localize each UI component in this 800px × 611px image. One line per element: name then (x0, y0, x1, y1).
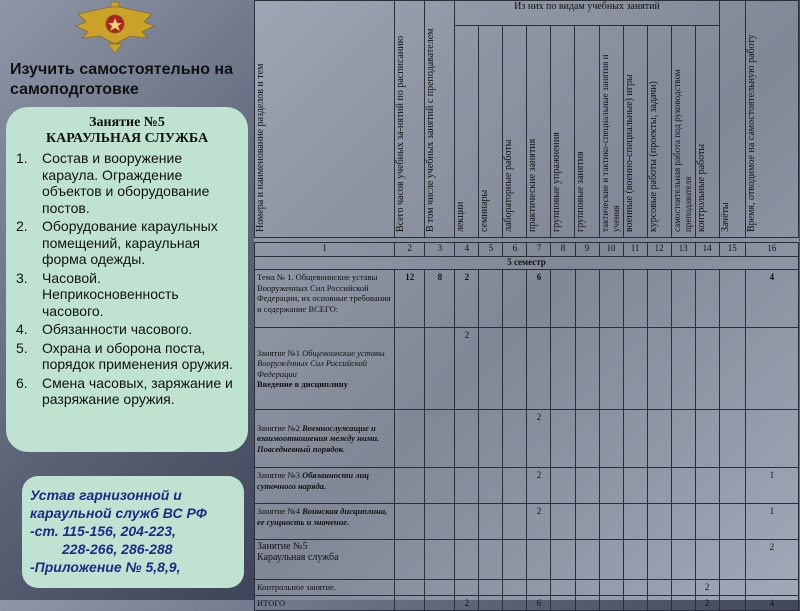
table-cell: 2 (695, 595, 719, 611)
table-cell (599, 540, 623, 580)
table-cell (503, 270, 527, 328)
table-cell (455, 410, 479, 468)
table-cell (647, 580, 671, 596)
table-cell (745, 580, 798, 596)
table-cell (551, 540, 575, 580)
table-row (255, 468, 799, 504)
table-cell (599, 410, 623, 468)
header-kind: практические занятия (527, 138, 539, 232)
row-title: Занятие №2 Военнослужащие и взаимоотношения между ними. Повседневный порядок. (255, 410, 395, 468)
table-cell (599, 328, 623, 410)
table-cell (455, 580, 479, 596)
table-cell (395, 580, 425, 596)
table-cell (395, 410, 425, 468)
table-cell (479, 540, 503, 580)
ustav-line: -Приложение № 5,8,9, (30, 559, 181, 575)
table-cell (551, 580, 575, 596)
table-row (255, 540, 799, 580)
header-kind: тактические и тактико-специальные занятия и учения (599, 54, 621, 232)
header-total: Всего часов учебных за-нятий по расписанию (395, 35, 407, 232)
table-cell (719, 540, 745, 580)
table-cell (719, 410, 745, 468)
table-cell (575, 468, 599, 504)
table-cell (647, 270, 671, 328)
table-cell: 6 (527, 270, 551, 328)
table-header (254, 0, 799, 238)
table-cell (695, 504, 719, 540)
table-cell: 4 (745, 270, 798, 328)
table-cell (671, 580, 695, 596)
table-cell (395, 540, 425, 580)
table-cell (425, 410, 455, 468)
table-row (255, 328, 799, 410)
table-cell: 2 (527, 468, 551, 504)
list-item: 2. Оборудование караульных помещений, караульная форма одежды. (16, 218, 218, 267)
table-cell (425, 595, 455, 611)
header-self: Время, отводимое на самостоятельную работу (745, 34, 757, 232)
table-cell (623, 504, 647, 540)
table-cell (623, 580, 647, 596)
column-number: 5 (479, 243, 503, 257)
column-number: 8 (551, 243, 575, 257)
table-cell: 12 (395, 270, 425, 328)
table-cell (623, 328, 647, 410)
column-number: 11 (623, 243, 647, 257)
table-cell: 2 (695, 580, 719, 596)
table-cell: 8 (425, 270, 455, 328)
table-cell: 2 (527, 410, 551, 468)
table-cell (551, 595, 575, 611)
table-cell (503, 410, 527, 468)
table-cell (575, 540, 599, 580)
table-cell (503, 595, 527, 611)
column-number: 4 (455, 243, 479, 257)
table-row (255, 580, 799, 596)
table-body (254, 242, 799, 611)
list-item: 4. Обязанности часового. (16, 321, 193, 337)
table-cell (575, 504, 599, 540)
table-cell (599, 595, 623, 611)
row-title: Занятие №5 Караульная служба (255, 540, 395, 580)
table-cell (395, 595, 425, 611)
ustav-line: 228-266, 286-288 (62, 541, 173, 557)
header-kind: военные (военно-специальные) игры (623, 73, 635, 232)
table-cell (719, 328, 745, 410)
table-cell: 2 (455, 595, 479, 611)
table-cell (719, 580, 745, 596)
column-number: 12 (647, 243, 671, 257)
table-cell (503, 580, 527, 596)
header-zachet: Зачёты (719, 202, 731, 232)
table-cell (623, 468, 647, 504)
table-cell (455, 504, 479, 540)
table-row (255, 270, 799, 328)
table-cell (719, 468, 745, 504)
column-number: 6 (503, 243, 527, 257)
row-title: Тема № 1. Общевоинские уставы Вооруженных Сил Российской Федерации, их основные требования и содержание ВСЕГО: (255, 270, 395, 328)
header-kind: групповые занятия (575, 150, 587, 232)
table-cell: 2 (745, 540, 798, 580)
column-number: 15 (719, 243, 745, 257)
table-cell (623, 595, 647, 611)
table-cell (527, 328, 551, 410)
table-cell (671, 410, 695, 468)
table-cell (695, 540, 719, 580)
table-cell (599, 580, 623, 596)
header-kind: самостоятельная работа под руководством преподавателя (671, 69, 693, 232)
header-group: Из них по видам учебных занятий (455, 1, 719, 26)
table-cell (599, 270, 623, 328)
header-kind: контрольные работы (695, 143, 707, 232)
table-cell: 1 (745, 504, 798, 540)
column-number: 16 (745, 243, 798, 257)
table-cell (395, 328, 425, 410)
table-cell (479, 580, 503, 596)
army-emblem-icon (70, 0, 160, 55)
column-number: 2 (395, 243, 425, 257)
table-cell: 4 (745, 595, 798, 611)
table-cell (575, 595, 599, 611)
table-cell (671, 328, 695, 410)
lesson-card (6, 107, 248, 452)
table-cell (527, 540, 551, 580)
ustav-reference-card (22, 476, 244, 588)
row-title: Занятие №3 Обязанности лиц суточного наряда. (255, 468, 395, 504)
table-cell (479, 468, 503, 504)
table-cell (671, 595, 695, 611)
table-cell (395, 468, 425, 504)
list-item: 1. Состав и вооружение караула. Ограждение объектов и оборудование постов. (16, 150, 210, 216)
table-cell (575, 410, 599, 468)
table-cell (551, 504, 575, 540)
table-cell (425, 468, 455, 504)
header-teacher: В том числе учебных занятий с преподавателем (425, 28, 437, 232)
table-cell (551, 468, 575, 504)
list-item: 5. Охрана и оборона поста, порядок применения оружия. (16, 339, 233, 372)
curriculum-table (254, 0, 799, 608)
table-cell (599, 504, 623, 540)
column-number: 7 (527, 243, 551, 257)
list-item: 6. Смена часовых, заряжание и разряжание оружия. (16, 374, 233, 407)
table-cell (479, 270, 503, 328)
row-title: Занятие №4 Воинская дисциплина, ее сущность и значение. (255, 504, 395, 540)
table-cell (575, 270, 599, 328)
table-row (255, 504, 799, 540)
page-title: Изучить самостоятельно на самоподготовке (10, 61, 233, 98)
table-cell (425, 504, 455, 540)
table-cell (575, 580, 599, 596)
table-cell (647, 504, 671, 540)
lesson-topic: КАРАУЛЬНАЯ СЛУЖБА (45, 131, 209, 146)
header-kind: курсовые работы (проекты, задачи) (647, 80, 659, 232)
header-kind: лекции (455, 201, 467, 232)
table-cell (503, 504, 527, 540)
header-name: Номера и наименование разделов и тем (255, 63, 266, 232)
table-cell (695, 328, 719, 410)
table-cell (551, 328, 575, 410)
lesson-number: Занятие №5 (89, 115, 165, 130)
table-cell (425, 540, 455, 580)
table-cell (671, 540, 695, 580)
column-number: 1 (255, 243, 395, 257)
table-cell (719, 504, 745, 540)
header-kind: лабораторные работы (503, 139, 515, 232)
table-cell (671, 504, 695, 540)
table-cell (695, 410, 719, 468)
header-kind: семинары (479, 189, 491, 232)
ustav-line: Устав гарнизонной и (30, 487, 182, 503)
ustav-line: караульной служб ВС РФ (30, 505, 207, 521)
table-cell (647, 410, 671, 468)
table-cell (425, 580, 455, 596)
table-cell (599, 468, 623, 504)
table-cell: 2 (455, 270, 479, 328)
table-cell (479, 504, 503, 540)
table-cell (551, 270, 575, 328)
table-cell (719, 595, 745, 611)
table-cell (623, 270, 647, 328)
table-cell (503, 328, 527, 410)
column-number: 3 (425, 243, 455, 257)
table-cell (647, 540, 671, 580)
table-cell (623, 410, 647, 468)
table-cell: 2 (455, 328, 479, 410)
column-number-row (255, 243, 799, 257)
table-cell (395, 504, 425, 540)
table-cell (695, 270, 719, 328)
table-cell (551, 410, 575, 468)
table-cell (503, 540, 527, 580)
table-cell: 1 (745, 468, 798, 504)
table-cell (479, 328, 503, 410)
table-cell (671, 270, 695, 328)
column-number: 9 (575, 243, 599, 257)
table-cell (623, 540, 647, 580)
table-cell (647, 595, 671, 611)
row-title: Контрольное занятие. (255, 580, 395, 596)
table-row (255, 595, 799, 611)
table-row (255, 410, 799, 468)
row-title: ИТОГО (255, 595, 395, 611)
column-number: 13 (671, 243, 695, 257)
column-number: 14 (695, 243, 719, 257)
semester-label: 5 семестр (255, 257, 799, 270)
header-kind: групповые упражнения (551, 131, 563, 232)
table-cell (479, 410, 503, 468)
table-cell: 6 (527, 595, 551, 611)
table-cell (745, 410, 798, 468)
ustav-line: -ст. 115-156, 204-223, (30, 523, 176, 539)
table-cell (527, 580, 551, 596)
table-cell (695, 468, 719, 504)
table-cell (745, 328, 798, 410)
table-cell (575, 328, 599, 410)
table-cell (647, 328, 671, 410)
table-cell (455, 540, 479, 580)
column-number: 10 (599, 243, 623, 257)
table-cell (503, 468, 527, 504)
table-cell (479, 595, 503, 611)
lesson-items (16, 150, 238, 408)
table-cell (719, 270, 745, 328)
table-cell (425, 328, 455, 410)
list-item: 3. Часовой. Неприкосновенность часового. (16, 269, 179, 319)
table-cell: 2 (527, 504, 551, 540)
table-cell (671, 468, 695, 504)
table-cell (455, 468, 479, 504)
table-cell (647, 468, 671, 504)
row-title: Занятие №1 Общевоинские уставы Вооружённых Сил Российской Федерации Введение в дисциплину (255, 328, 395, 410)
